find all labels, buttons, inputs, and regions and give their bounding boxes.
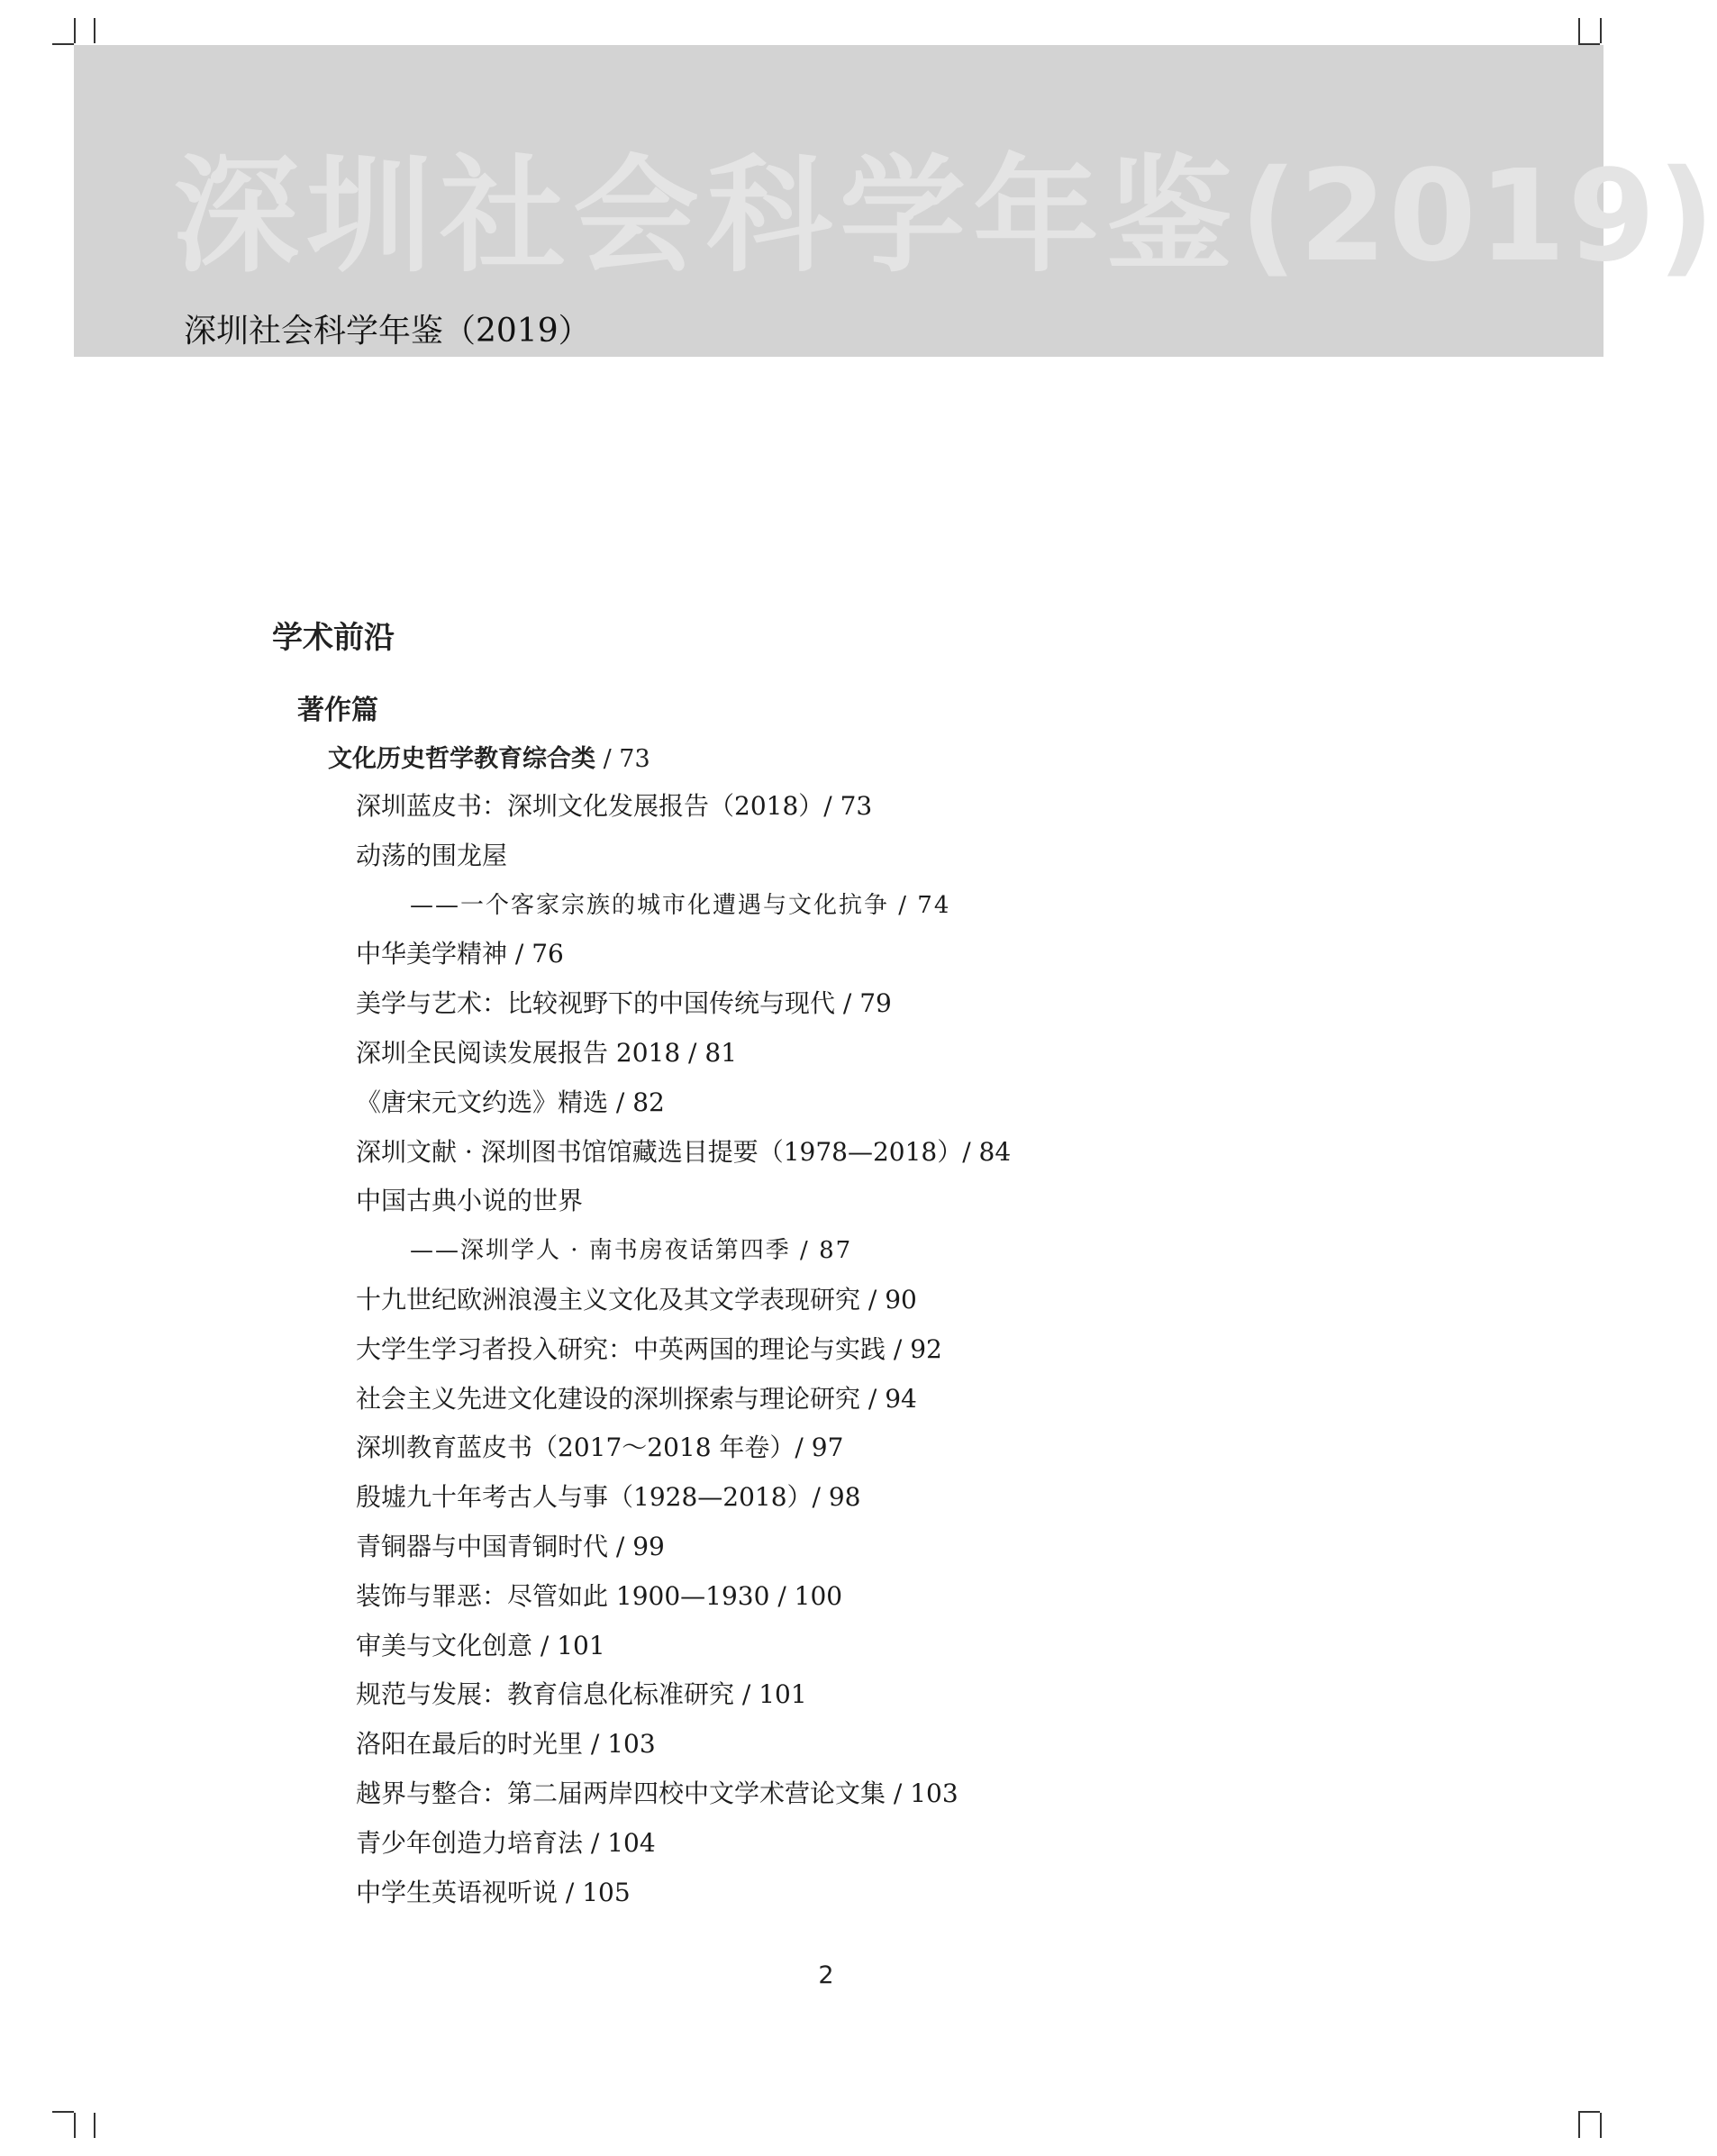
crop-mark xyxy=(52,2111,74,2113)
toc-entry: 社会主义先进文化建设的深圳探索与理论研究 / 94 xyxy=(356,1383,917,1414)
toc-entry-subtitle: ——深圳学人 · 南书房夜话第四季 / 87 xyxy=(410,1237,853,1265)
header-watermark xyxy=(173,142,1717,290)
crop-mark xyxy=(52,43,74,45)
toc-entry: 青铜器与中国青铜时代 / 99 xyxy=(356,1531,665,1561)
toc-entry-subtitle: ——一个客家宗族的城市化遭遇与文化抗争 / 74 xyxy=(410,891,951,919)
category-name: 文化历史哲学教育综合类 xyxy=(328,745,595,773)
running-title: 深圳社会科学年鉴（2019） xyxy=(184,313,591,350)
toc-entry: 越界与整合：第二届两岸四校中文学术营论文集 / 103 xyxy=(356,1778,958,1808)
crop-mark xyxy=(1600,18,1602,43)
toc-entry: 深圳蓝皮书：深圳文化发展报告（2018）/ 73 xyxy=(356,791,873,821)
toc-entry: 十九世纪欧洲浪漫主义文化及其文学表现研究 / 90 xyxy=(356,1284,917,1315)
toc-entry: 深圳教育蓝皮书（2017～2018 年卷）/ 97 xyxy=(356,1433,844,1463)
toc-list xyxy=(356,782,1437,1917)
crop-mark xyxy=(1578,2111,1600,2113)
toc-entry: 青少年创造力培育法 / 104 xyxy=(356,1827,656,1858)
toc-entry: 中学生英语视听说 / 105 xyxy=(356,1877,631,1907)
watermark-text: 深圳社会科学年鉴 xyxy=(173,142,1240,290)
toc-entry: 规范与发展：教育信息化标准研究 / 101 xyxy=(356,1679,807,1710)
toc-entry: 深圳全民阅读发展报告 2018 / 81 xyxy=(356,1037,738,1068)
page-number: 2 xyxy=(818,1961,834,1989)
toc-entry: 深圳文献 · 深圳图书馆馆藏选目提要（1978—2018）/ 84 xyxy=(356,1136,1012,1167)
toc-entry: 装饰与罪恶：尽管如此 1900—1930 / 100 xyxy=(356,1580,843,1611)
subsection-title: 著作篇 xyxy=(297,695,378,726)
toc-entry: 《唐宋元文约选》精选 / 82 xyxy=(356,1087,665,1117)
toc-entry: 大学生学习者投入研究：中英两国的理论与实践 / 92 xyxy=(356,1333,942,1364)
toc-entry: 美学与艺术：比较视野下的中国传统与现代 / 79 xyxy=(356,988,892,1019)
crop-mark xyxy=(1578,18,1580,43)
crop-mark xyxy=(74,2113,76,2138)
crop-mark xyxy=(74,18,76,43)
crop-mark xyxy=(1578,2113,1580,2138)
crop-mark xyxy=(94,18,95,43)
toc-entry: 中华美学精神 / 76 xyxy=(356,939,564,969)
category-heading xyxy=(328,739,650,774)
toc-entry: 审美与文化创意 / 101 xyxy=(356,1630,605,1660)
toc-entry: 动荡的围龙屋 xyxy=(356,840,508,870)
header-band xyxy=(74,45,1717,357)
watermark-year: (2019) xyxy=(1240,143,1717,290)
crop-mark xyxy=(1600,2113,1602,2138)
toc-entry: 中国古典小说的世界 xyxy=(356,1186,584,1216)
crop-mark xyxy=(94,2113,95,2138)
section-title: 学术前沿 xyxy=(272,620,395,656)
category-page: / 73 xyxy=(595,745,650,773)
toc-entry: 殷墟九十年考古人与事（1928—2018）/ 98 xyxy=(356,1482,861,1513)
toc-entry: 洛阳在最后的时光里 / 103 xyxy=(356,1729,656,1760)
